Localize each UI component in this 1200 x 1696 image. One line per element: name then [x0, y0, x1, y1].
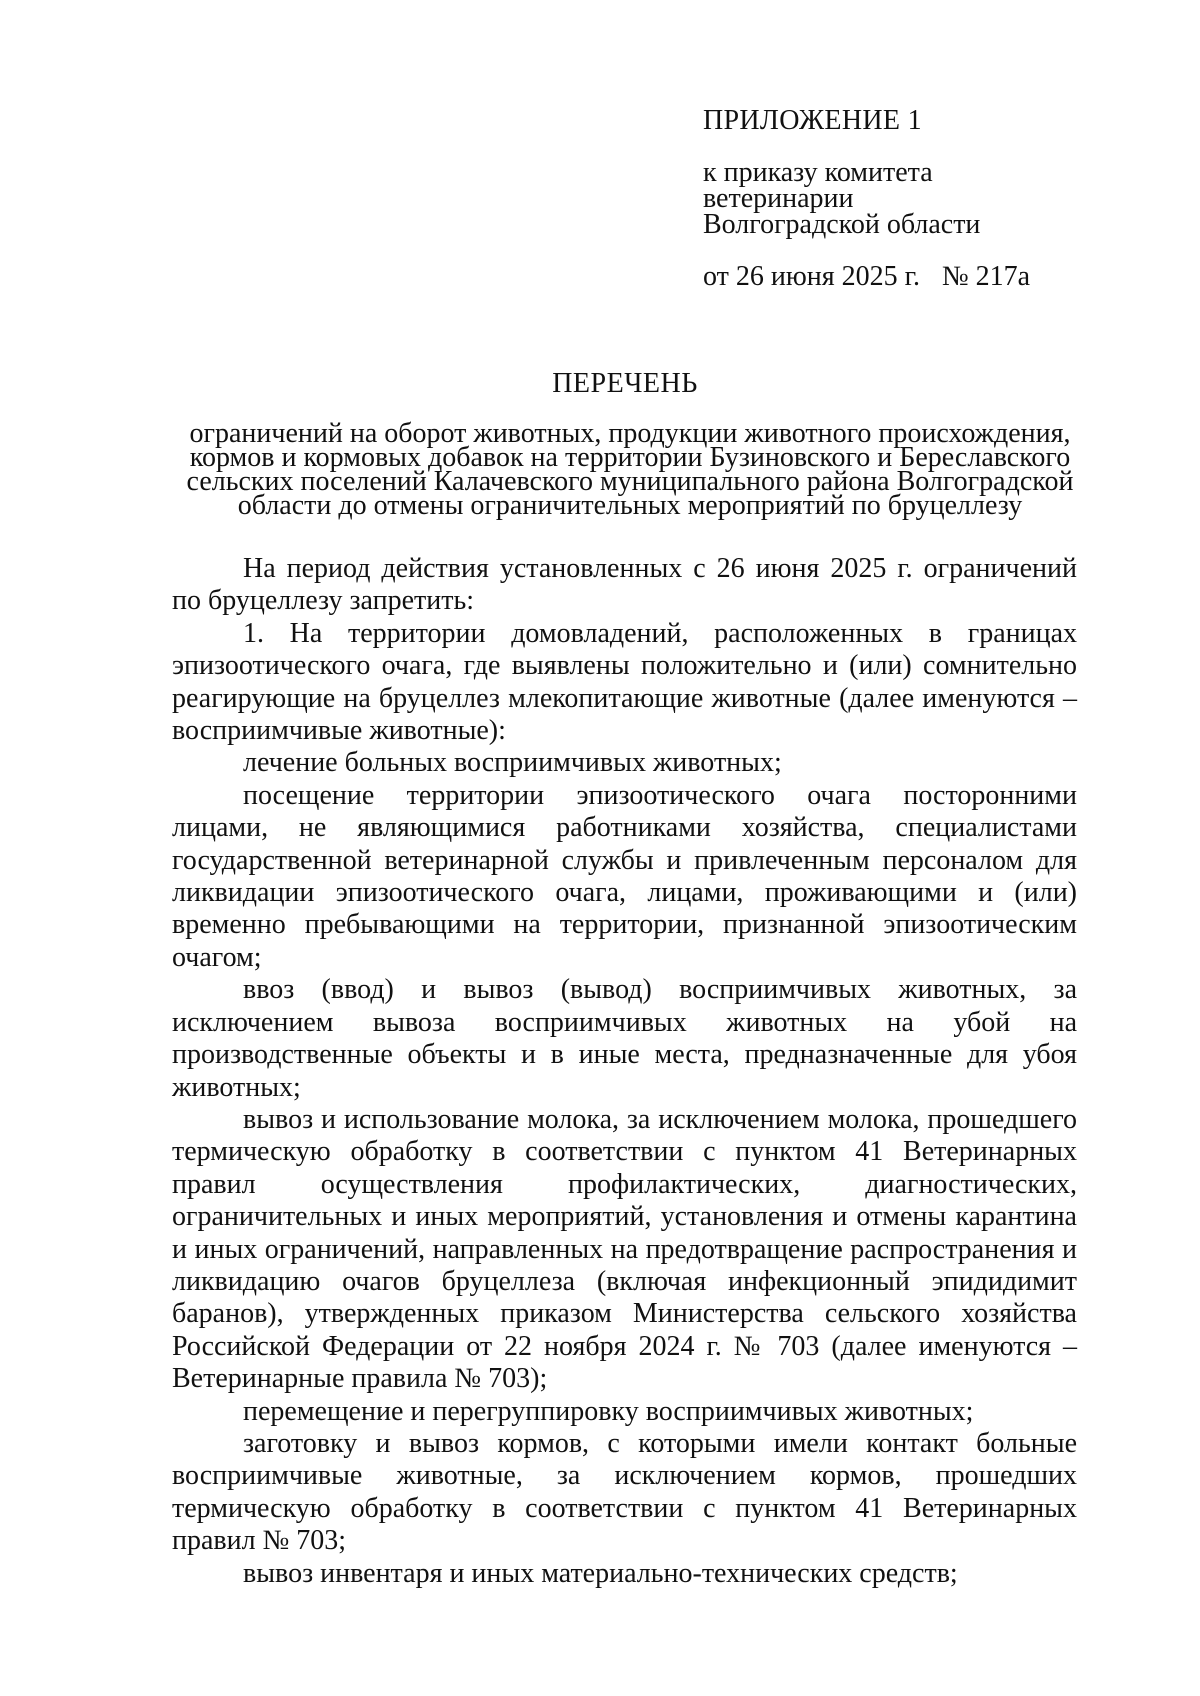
appendix-line: к приказу комитета: [703, 157, 933, 188]
paragraph: лечение больных восприимчивых животных;: [243, 747, 782, 779]
document-title: ПЕРЕЧЕНЬ: [552, 368, 698, 399]
appendix-title: ПРИЛОЖЕНИЕ 1: [703, 105, 922, 136]
paragraph: На период действия установленных с 26 июня 2025 г. ограничений по бруцеллезу запретить:: [172, 553, 1077, 617]
document-subtitle: [170, 418, 1090, 521]
paragraph: ввоз (ввод) и вывоз (вывод) восприимчивых животных, за исключением вывоза восприимчивых животных на убой на производственные объекты и в иные места, предназначенные для убоя животных;: [172, 974, 1077, 1103]
order-number: № 217а: [941, 261, 1031, 292]
appendix-block: [703, 105, 1123, 292]
appendix-line: Волгоградской области: [703, 209, 981, 240]
paragraph: 1. На территории домовладений, расположенных в границах эпизоотического очага, где выявлены положительно и (или) сомнительно реагирующие на бруцеллез млекопитающие животные (далее именуются – восприимчивые животные):: [172, 617, 1077, 747]
appendix-line: ветеринарии: [703, 183, 854, 214]
subtitle-line: ограничений на оборот животных, продукции животного происхождения,: [189, 418, 1071, 449]
paragraph: заготовку и вывоз кормов, с которыми имели контакт больные восприимчивые животные, за исключением кормов, прошедших термическую обработку в соответствии с пунктом 41 Ветеринарных правил № 703;: [172, 1427, 1077, 1557]
paragraph: перемещение и перегруппировку восприимчивых животных;: [243, 1395, 974, 1427]
order-date: от 26 июня 2025 г.: [703, 261, 920, 292]
paragraph: вывоз и использование молока, за исключением молока, прошедшего термическую обработку в соответствии с пунктом 41 Ветеринарных правил осуществления профилактических, диагностических, ограничительных и иных мероприятий, установления и отмены карантина и иных ограничений, направленных на предотвращение распространения и ликвидацию очагов бруцеллеза (включая инфекционный эпидидимит баранов), утвержденных приказом Министерства сельского хозяйства Российской Федерации от 22 ноября 2024 г. № 703 (далее именуются – Ветеринарные правила № 703);: [172, 1103, 1077, 1395]
paragraph: посещение территории эпизоотического очага посторонними лицами, не являющимися работниками хозяйства, специалистами государственной ветеринарной службы и привлеченным персоналом для ликвидации эпизоотического очага, лицами, проживающими и (или) временно пребывающими на территории, признанной эпизоотическим очагом;: [172, 779, 1077, 973]
subtitle-line: сельских поселений Калачевского муниципального района Волгоградской: [186, 466, 1074, 497]
appendix-date-line: [703, 261, 1123, 292]
document-body: [172, 553, 1077, 1590]
paragraph: вывоз инвентаря и иных материально-технических средств;: [243, 1557, 958, 1589]
subtitle-line: кормов и кормовых добавок на территории Бузиновского и Береславского: [189, 442, 1071, 473]
subtitle-line: области до отмены ограничительных мероприятий по бруцеллезу: [237, 490, 1023, 521]
